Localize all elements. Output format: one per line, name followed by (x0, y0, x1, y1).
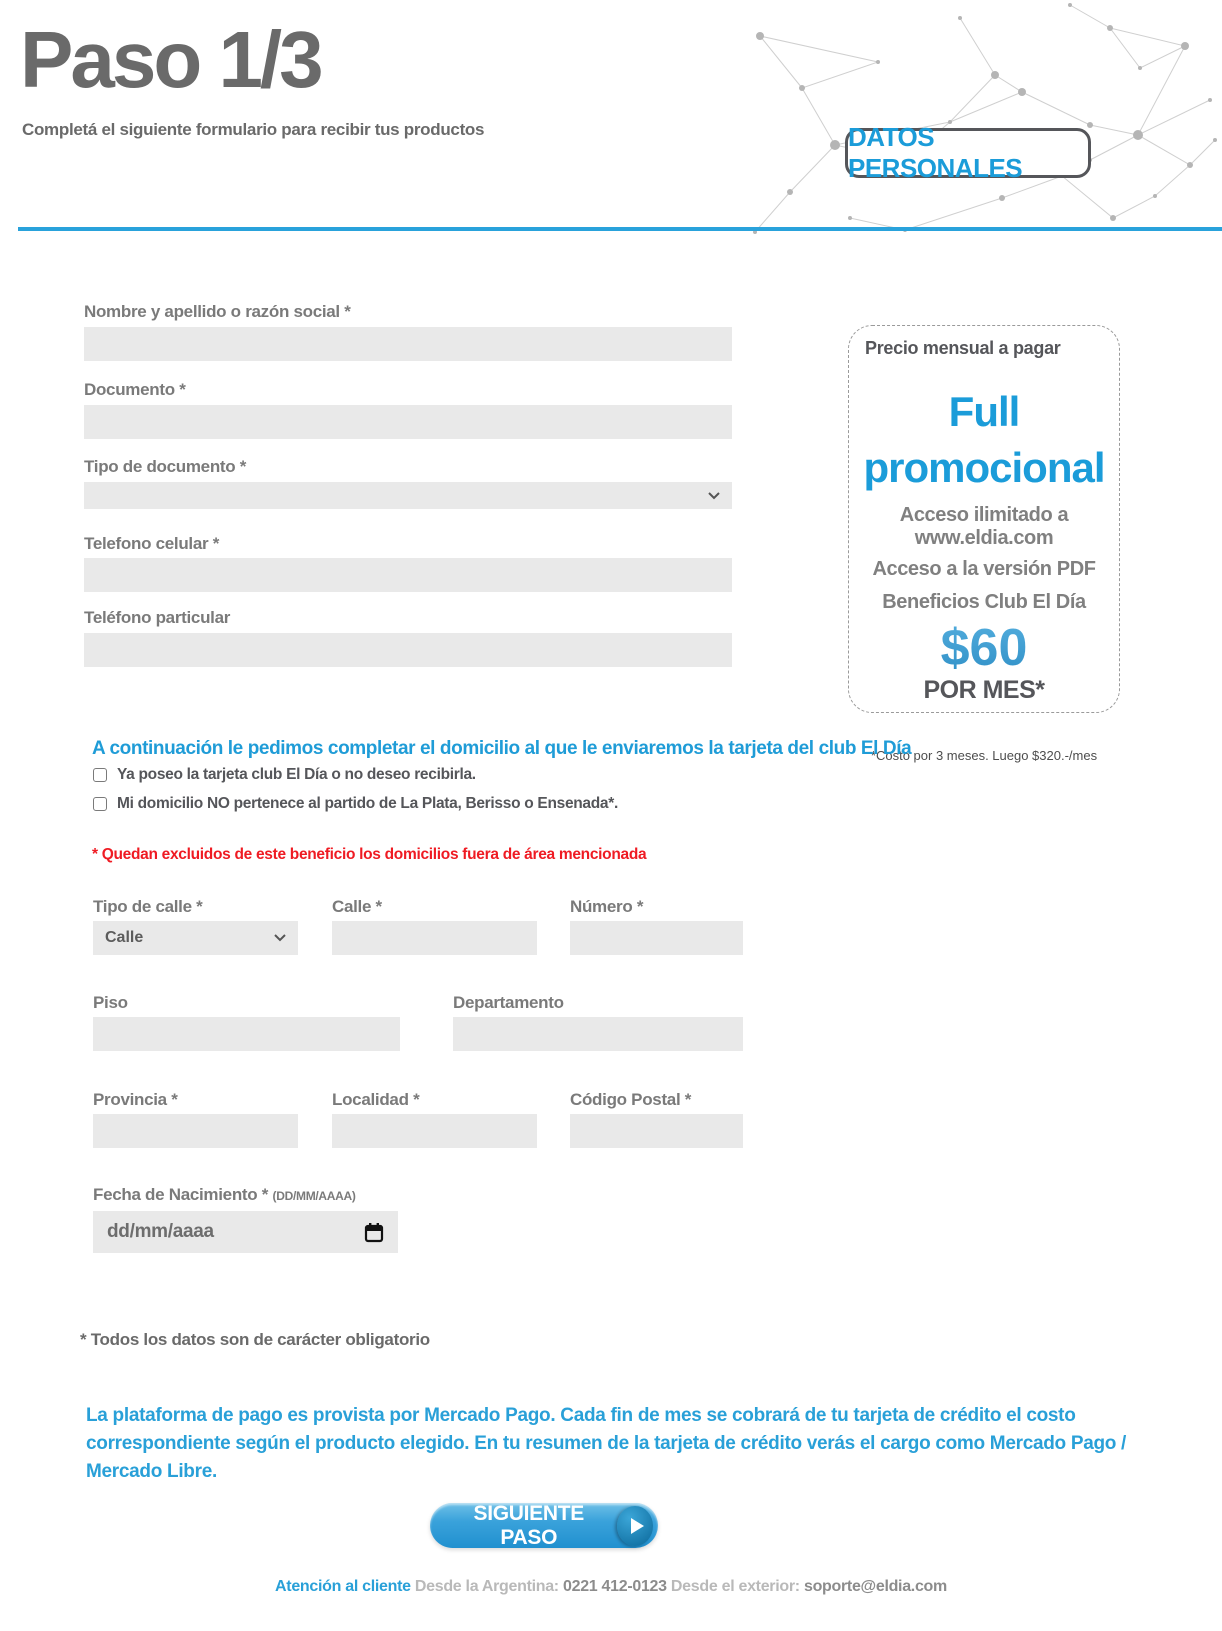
footer-atencion-label: Atención al cliente (275, 1578, 411, 1595)
domicilio-intro: A continuación le pedimos completar el domicilio al que le enviaremos la tarjeta del club El Día (92, 738, 912, 759)
nombre-label: Nombre y apellido o razón social * (84, 302, 351, 321)
network-decoration-graphic (650, 0, 1222, 238)
numero-input[interactable] (570, 921, 743, 955)
benefit-web-access-line2: www.eldia.com (914, 527, 1054, 549)
price-period: POR MES* (923, 676, 1045, 704)
checkbox-icon[interactable] (93, 768, 107, 782)
payment-info-note: La plataforma de pago es provista por Mercado Pago. Cada fin de mes se cobrará de tu tarjeta de crédito el costo correspondiente según el producto elegido. En tu resumen de la tarjeta de crédito verás el cargo como Mercado Pago / Mercado Libre. (86, 1405, 1127, 1482)
chevron-down-icon (274, 934, 286, 942)
tipo-documento-label: Tipo de documento * (84, 457, 247, 476)
page-title: Paso 1/3 (20, 15, 321, 104)
numero-label: Número * (570, 897, 644, 916)
tipo-calle-value: Calle (105, 929, 144, 946)
fecha-nacimiento-label-text: Fecha de Nacimiento * (93, 1185, 269, 1204)
particular-input[interactable] (84, 633, 732, 667)
piso-label: Piso (93, 993, 128, 1012)
provincia-label: Provincia * (93, 1090, 178, 1109)
fecha-nacimiento-label (93, 1185, 356, 1205)
siguiente-paso-button[interactable] (430, 1503, 658, 1548)
tipo-calle-label: Tipo de calle * (93, 897, 203, 916)
header-divider (18, 227, 1222, 231)
price-box-heading: Precio mensual a pagar (865, 338, 1061, 358)
footer-argentina-phone: 0221 412-0123 (563, 1578, 667, 1595)
checkbox-ya-poseo-label: Ya poseo la tarjeta club El Día o no deseo recibirla. (117, 766, 476, 783)
calle-label: Calle * (332, 897, 382, 916)
calendar-icon[interactable] (364, 1222, 384, 1243)
tipo-documento-select[interactable] (84, 482, 732, 509)
fecha-placeholder-text: dd/mm/aaaa (107, 1221, 214, 1242)
localidad-input[interactable] (332, 1114, 537, 1148)
departamento-input[interactable] (453, 1017, 743, 1051)
checkbox-icon[interactable] (93, 797, 107, 811)
price-box (848, 325, 1120, 713)
localidad-label: Localidad * (332, 1090, 420, 1109)
benefit-web-access-line1: Acceso ilimitado a (899, 504, 1069, 526)
particular-label: Teléfono particular (84, 608, 231, 627)
benefit-club: Beneficios Club El Día (882, 591, 1086, 613)
celular-label: Telefono celular * (84, 534, 220, 553)
calle-input[interactable] (332, 921, 537, 955)
required-fields-note: * Todos los datos son de carácter obligatorio (80, 1330, 430, 1349)
departamento-label: Departamento (453, 993, 564, 1012)
benefit-pdf: Acceso a la versión PDF (872, 558, 1096, 580)
footer-exterior-label: Desde el exterior: (670, 1578, 800, 1595)
price-amount: $60 (849, 618, 1119, 678)
documento-label: Documento * (84, 380, 186, 399)
nombre-input[interactable] (84, 327, 732, 361)
play-icon (617, 1506, 653, 1546)
plan-name-line1: Full (948, 388, 1020, 435)
celular-input[interactable] (84, 558, 732, 592)
play-triangle-icon (631, 1518, 644, 1534)
codigo-postal-label: Código Postal * (570, 1090, 692, 1109)
documento-input[interactable] (84, 405, 732, 439)
section-badge-datos-personales: DATOS PERSONALES (845, 128, 1091, 178)
price-footnote: *Costo por 3 meses. Luego $320.-/mes (870, 748, 1098, 763)
footer-argentina-label: Desde la Argentina: (414, 1578, 559, 1595)
provincia-input[interactable] (93, 1114, 298, 1148)
checkbox-domicilio-fuera-partido[interactable] (93, 795, 618, 813)
benefit-web-access (849, 504, 1119, 550)
plan-name-line2: promocional (863, 444, 1105, 491)
fecha-nacimiento-input[interactable] (93, 1211, 398, 1253)
exclusion-note: * Quedan excluidos de este beneficio los domicilios fuera de área mencionada (92, 846, 647, 863)
checkbox-domicilio-fuera-label: Mi domicilio NO pertenece al partido de La Plata, Berisso o Ensenada*. (117, 795, 618, 812)
siguiente-paso-label: SIGUIENTE PASO (473, 1501, 584, 1549)
fecha-format-hint: (DD/MM/AAAA) (272, 1189, 356, 1203)
piso-input[interactable] (93, 1017, 400, 1051)
footer-exterior-email: soporte@eldia.com (803, 1578, 947, 1595)
chevron-down-icon (708, 492, 720, 500)
customer-service-footer (0, 1578, 1222, 1596)
page-subtitle: Completá el siguiente formulario para recibir tus productos (22, 120, 485, 139)
tipo-calle-select[interactable] (93, 921, 298, 955)
codigo-postal-input[interactable] (570, 1114, 743, 1148)
checkbox-ya-poseo-tarjeta[interactable] (93, 766, 476, 784)
plan-name (849, 384, 1119, 496)
